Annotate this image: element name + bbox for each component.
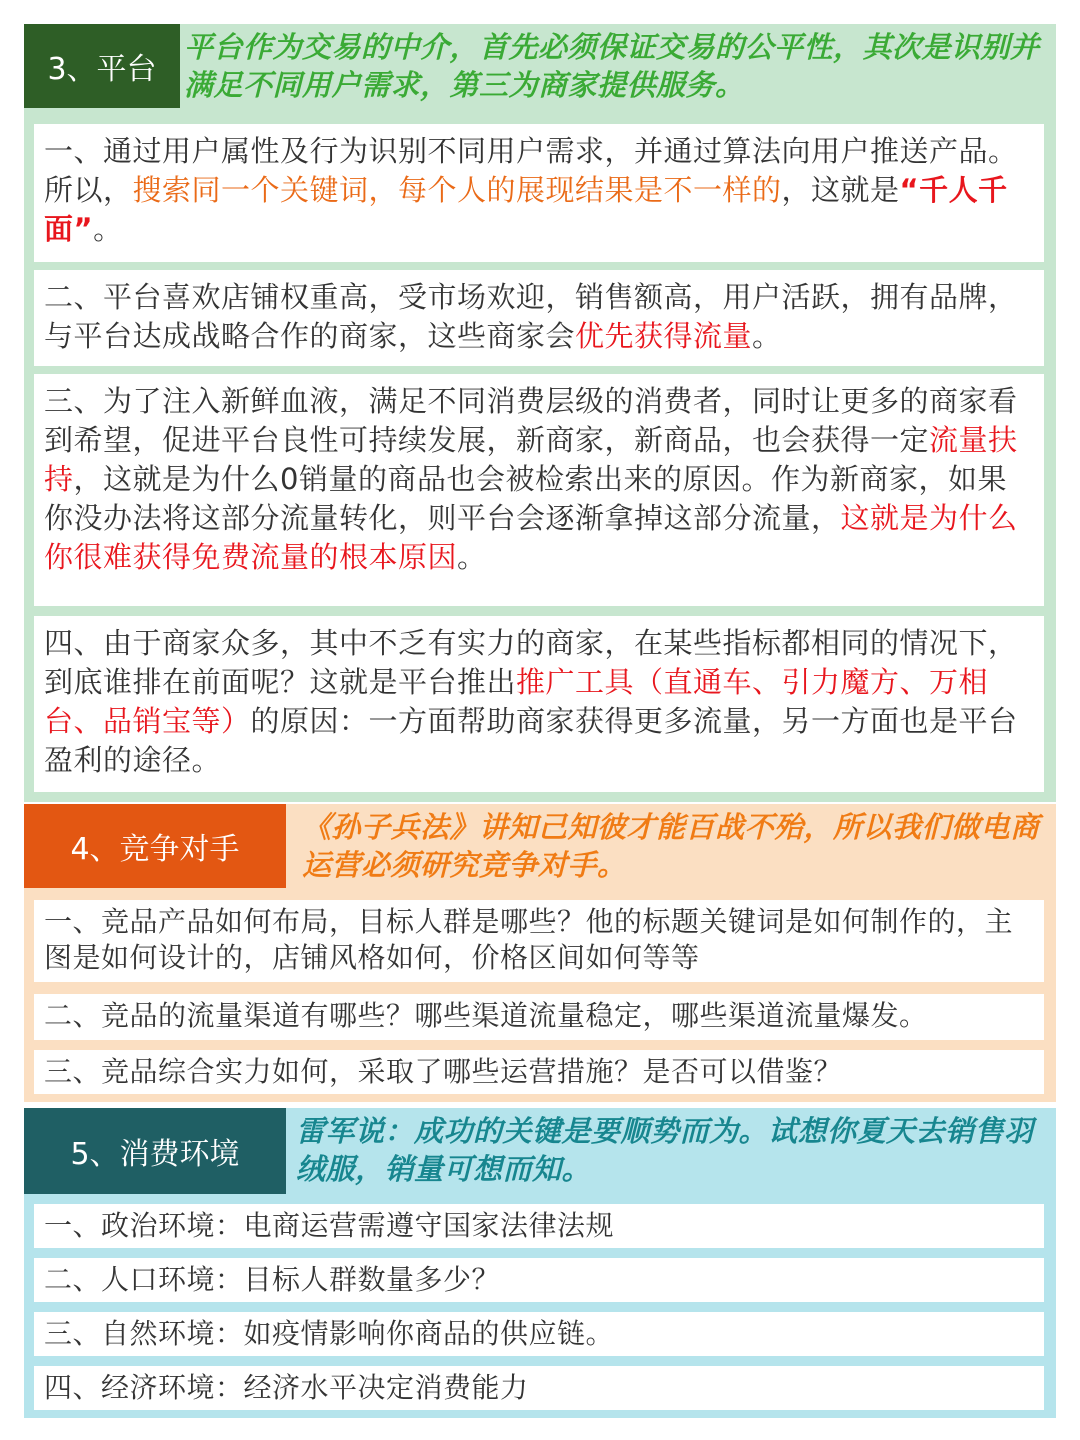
item-text: 。 [457,540,487,574]
item-highlight: 搜索同一个关键词，每个人的展现结果是不一样的 [132,173,782,207]
item-text: 三、为了注入新鲜血液，满足不同消费层级的消费者，同时让更多的商家看到希望，促进平台良性可持续发展，新商家，新商品，也会获得一定 [44,384,1018,457]
environment-item-1: 一、政治环境：电商运营需遵守国家法律法规 [34,1204,1044,1248]
section-platform [24,24,1056,802]
item-text: 。 [752,319,782,353]
item-text: 的原因：一方面帮助商家获得更多流量，另一方面也是平台盈利的途径。 [44,704,1018,777]
environment-item-3: 三、自然环境：如疫情影响你商品的供应链。 [34,1312,1044,1356]
environment-header-quote: 雷军说：成功的关键是要顺势而为。试想你夏天去销售羽绒服，销量可想而知。 [296,1114,1034,1186]
item-highlight: 优先获得流量 [575,319,753,353]
item-highlight: “千人千面” [44,173,1008,246]
competitor-item-3: 三、竞品综合实力如何，采取了哪些运营措施？是否可以借鉴？ [34,1050,1044,1094]
platform-header-quote: 平台作为交易的中介，首先必须保证交易的公平性，其次是识别并满足不同用户需求，第三为商家提供服务。 [184,30,1040,102]
section-environment [24,1108,1056,1418]
competitor-item-1: 一、竞品产品如何布局，目标人群是哪些？他的标题关键词是如何制作的，主图是如何设计的，店铺风格如何，价格区间如何等等 [34,900,1044,982]
item-highlight: 这就是为什么你很难获得免费流量的根本原因 [44,501,1018,574]
section-competitor [24,804,1056,1102]
platform-item-4 [34,616,1044,792]
platform-header-label: 3、平台 [24,24,180,108]
item-highlight: 流量扶持 [44,423,1018,496]
item-highlight: 推广工具（直通车、引力魔方、万相台、品销宝等） [44,665,989,738]
platform-item-1 [34,124,1044,262]
item-text: 四、由于商家众多，其中不乏有实力的商家，在某些指标都相同的情况下，到底谁排在前面呢？这就是平台推出 [44,626,1018,699]
environment-item-2: 二、人口环境：目标人群数量多少？ [34,1258,1044,1302]
competitor-item-2: 二、竞品的流量渠道有哪些？哪些渠道流量稳定，哪些渠道流量爆发。 [34,994,1044,1040]
item-text: ，这就是 [781,173,900,207]
environment-item-4: 四、经济环境：经济水平决定消费能力 [34,1366,1044,1410]
item-text: 二、平台喜欢店铺权重高，受市场欢迎，销售额高，用户活跃，拥有品牌，与平台达成战略合作的商家，这些商家会 [44,280,1018,353]
platform-item-2 [34,270,1044,366]
competitor-header-quote: 《孙子兵法》讲知己知彼才能百战不殆，所以我们做电商运营必须研究竞争对手。 [302,810,1040,882]
item-text: ，这就是为什么0销量的商品也会被检索出来的原因。作为新商家，如果你没办法将这部分流量转化，则平台会逐渐拿掉这部分流量， [44,462,1007,535]
item-text: 。 [93,212,123,246]
item-text: 一、通过用户属性及行为识别不同用户需求，并通过算法向用户推送产品。所以， [44,134,1018,207]
competitor-header-label: 4、竞争对手 [24,804,286,888]
environment-header-label: 5、消费环境 [24,1108,286,1194]
platform-item-3 [34,374,1044,606]
